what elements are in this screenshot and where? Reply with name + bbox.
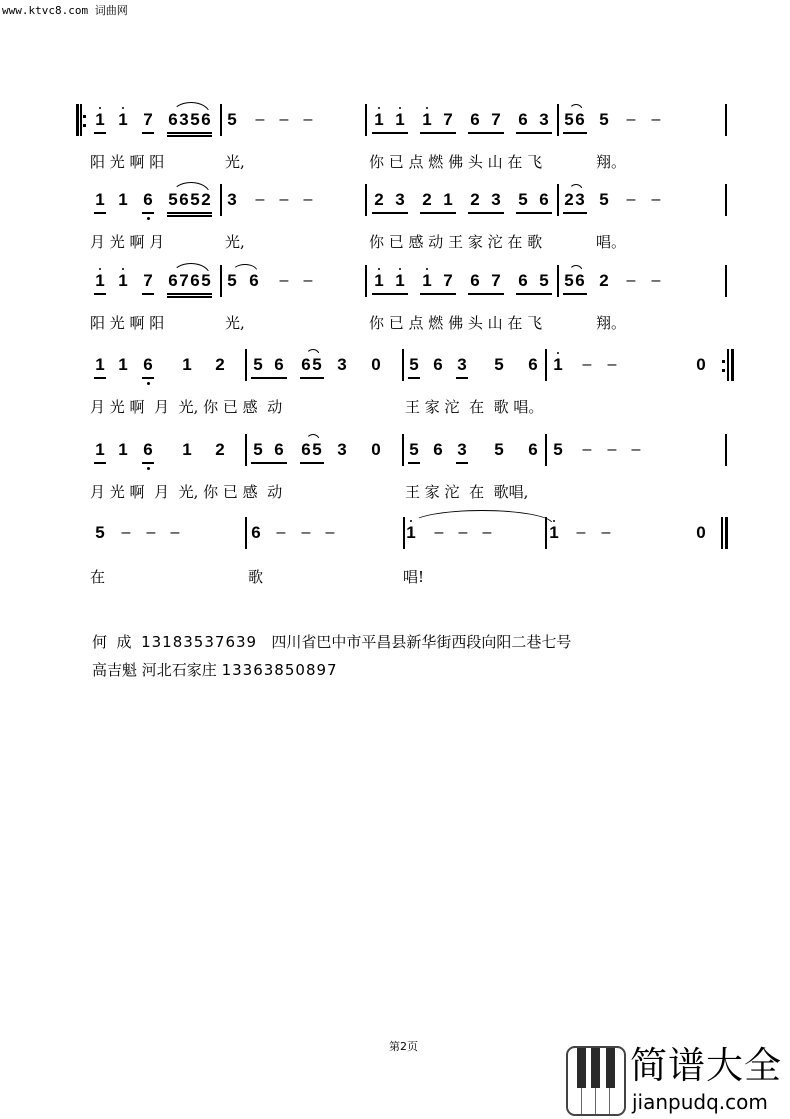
underline [167,296,212,298]
note: 5 [227,110,237,129]
note: 6 [201,110,211,129]
note: 2 [215,440,225,459]
dash: – [276,524,286,541]
note: 3 [179,110,189,129]
barline [365,184,367,216]
dash: – [607,356,617,373]
note: 1 [553,355,563,374]
lyric: 你 已 点 燃 佛 头 山 在 飞 [369,153,543,171]
lyrics-row [0,567,790,589]
note: 5 [599,110,609,129]
note: 7 [491,271,501,290]
site-url: www.ktvc8.com [2,4,89,17]
lyric: 阳 光 啊 阳 [90,153,165,171]
note: 2 [470,190,480,209]
dash: – [601,524,611,541]
composer-phone: 13363850897 [221,661,338,679]
note: 1 [406,523,416,542]
barline [557,184,559,216]
underline [516,212,552,214]
note: 2 [422,190,432,209]
note: 6 [470,110,480,129]
note: 5 [253,355,263,374]
barline [245,434,247,466]
note: 7 [143,271,153,290]
note: 1 [118,440,128,459]
note: 1 [95,190,105,209]
barline [365,265,367,297]
dash: – [279,111,289,128]
barline [365,104,367,136]
dash: – [303,111,313,128]
lyric: 唱! [403,568,425,586]
barline [727,349,729,381]
underline [420,212,456,214]
lyrics-row [0,397,790,419]
underline [251,462,287,464]
slur [569,104,583,111]
lyrics-row [0,482,790,504]
lyric: 月 光 啊 月 光, 你 已 感 动 [90,483,283,501]
underline [167,293,212,295]
barline [220,104,222,136]
dash: – [434,524,444,541]
lyric: 王 家 沱 在 歌 唱。 [405,398,544,416]
note: 5 [312,440,322,459]
underline [94,462,106,464]
note: 7 [443,271,453,290]
dash: – [303,191,313,208]
note: 5 [518,190,528,209]
lyric: 月 光 啊 月 [90,233,165,251]
note: 6 [528,355,538,374]
note: 1 [118,190,128,209]
score-system-1 [0,102,790,182]
note: 3 [457,355,467,374]
note: 5 [539,271,549,290]
lyric: 光, [225,153,245,171]
dash: – [631,441,641,458]
site-logo [566,1046,788,1116]
note: 6 [575,271,585,290]
lyric: 翔。 [596,314,627,332]
logo-title: 简谱大全 [630,1044,782,1087]
dash: – [651,272,661,289]
dash: – [582,356,592,373]
note: 6 [249,271,259,290]
note: 0 [371,355,381,374]
composer-name: 高吉魁 [92,661,138,679]
underline [456,462,468,464]
note: 6 [518,110,528,129]
score-system-6 [0,515,790,595]
underline [468,212,504,214]
note: 6 [143,440,153,459]
note: 1 [422,271,432,290]
note: 3 [395,190,405,209]
note: 7 [491,110,501,129]
author-address: 四川省巴中市平昌县新华街西段向阳二巷七号 [271,633,572,651]
note: 1 [118,110,128,129]
score-system-2 [0,182,790,262]
notes-row [0,347,790,387]
note: 0 [696,355,706,374]
underline [372,293,408,295]
note: 5 [494,355,504,374]
note: 5 [409,355,419,374]
logo-url: jianpudq.com [632,1090,768,1114]
underline [408,462,420,464]
underline [167,212,212,214]
dash: – [651,111,661,128]
note: 5 [190,110,200,129]
underline [142,377,154,379]
lyric: 光, [225,233,245,251]
note: 5 [553,440,563,459]
score-system-4 [0,347,790,427]
note: 6 [539,190,549,209]
slur [306,349,320,356]
lyric: 唱。 [596,233,627,251]
dash: – [458,524,468,541]
note: 5 [253,440,263,459]
note: 7 [143,110,153,129]
lyric: 阳 光 啊 阳 [90,314,165,332]
dash: – [582,441,592,458]
note: 1 [182,355,192,374]
notes-row [0,182,790,222]
note: 5 [409,440,419,459]
underline [142,212,154,214]
credit-line-1 [92,628,571,656]
note: 6 [301,355,311,374]
barline [545,517,547,549]
lyric: 歌 [248,568,264,586]
note: 6 [433,355,443,374]
note: 5 [201,271,211,290]
barline [402,349,404,381]
note: 7 [179,271,189,290]
underline [563,132,587,134]
barline [402,434,404,466]
note: 6 [433,440,443,459]
dash: – [303,272,313,289]
dash: – [651,191,661,208]
dash: – [626,191,636,208]
score-system-3 [0,263,790,343]
note: 3 [457,440,467,459]
note: 1 [182,440,192,459]
lyric: 你 已 感 动 王 家 沱 在 歌 [369,233,543,251]
note: 6 [528,440,538,459]
lyrics-row [0,152,790,174]
dash: – [626,272,636,289]
barline [220,265,222,297]
note: 6 [274,355,284,374]
underline [372,212,408,214]
repeat-start-barline [76,104,79,136]
underline [167,215,212,217]
note: 1 [549,523,559,542]
note: 1 [395,271,405,290]
note: 7 [443,110,453,129]
note: 6 [179,190,189,209]
note: 5 [494,440,504,459]
note: 3 [337,440,347,459]
note: 1 [374,271,384,290]
note: 3 [337,355,347,374]
note: 2 [599,271,609,290]
dash: – [279,191,289,208]
underline [94,132,106,134]
dash: – [121,524,131,541]
underline [408,377,420,379]
underline [142,293,154,295]
note: 5 [312,355,322,374]
underline [516,132,552,134]
barline [545,434,547,466]
dash: – [255,111,265,128]
barline [725,184,727,216]
barline [721,517,723,549]
site-name: 词曲网 [94,4,128,17]
author-phone: 13183537639 [141,633,258,651]
credits [92,628,571,684]
barline [725,265,727,297]
underline [468,132,504,134]
repeat-dots [83,112,86,130]
note: 3 [491,190,501,209]
note: 1 [95,271,105,290]
dash: – [576,524,586,541]
dash: – [279,272,289,289]
underline [300,462,324,464]
note: 6 [168,110,178,129]
note: 1 [95,355,105,374]
dash: – [146,524,156,541]
note: 6 [274,440,284,459]
note: 1 [422,110,432,129]
lyric: 光, [225,314,245,332]
dash: – [482,524,492,541]
note: 2 [374,190,384,209]
slur [569,265,583,272]
note: 5 [227,271,237,290]
note: 1 [95,440,105,459]
note: 3 [575,190,585,209]
note: 0 [696,523,706,542]
note: 2 [215,355,225,374]
dash: – [607,441,617,458]
slur [172,102,210,114]
note: 6 [518,271,528,290]
barline [725,104,727,136]
underline [94,377,106,379]
slur [172,182,210,194]
slur [172,263,210,275]
note: 1 [443,190,453,209]
final-barline [725,517,728,549]
note: 3 [539,110,549,129]
note: 3 [227,190,237,209]
note: 1 [95,110,105,129]
barline [725,434,727,466]
repeat-end-barline [731,349,734,381]
note: 6 [470,271,480,290]
composer-location: 河北石家庄 [141,661,217,679]
note: 5 [599,190,609,209]
note: 0 [371,440,381,459]
note: 5 [564,110,574,129]
lyrics-row [0,313,790,335]
note: 6 [143,190,153,209]
tie [411,510,553,524]
barline [557,104,559,136]
site-watermark [2,2,128,18]
underline [468,293,504,295]
barline [545,349,547,381]
barline [245,349,247,381]
note: 2 [564,190,574,209]
underline [563,212,587,214]
barline [557,265,559,297]
dash: – [325,524,335,541]
dash: – [170,524,180,541]
notes-row [0,102,790,142]
note: 6 [143,355,153,374]
dash: – [301,524,311,541]
barline [245,517,247,549]
underline [167,132,212,134]
underline [251,377,287,379]
underline [94,212,106,214]
note: 1 [374,110,384,129]
underline [420,293,456,295]
notes-row [0,263,790,303]
repeat-dots [722,357,725,375]
barline [220,184,222,216]
dash: – [626,111,636,128]
dash: – [255,191,265,208]
underline [94,293,106,295]
barline [80,104,82,136]
underline [167,135,212,137]
lyric: 月 光 啊 月 光, 你 已 感 动 [90,398,283,416]
note: 1 [118,271,128,290]
note: 5 [190,190,200,209]
note: 6 [301,440,311,459]
credit-line-2 [92,656,571,684]
underline [372,132,408,134]
slur [569,184,583,191]
underline [142,462,154,464]
notes-row [0,432,790,472]
note: 5 [168,190,178,209]
note: 1 [118,355,128,374]
note: 6 [168,271,178,290]
underline [516,293,552,295]
underline [563,293,587,295]
underline [300,377,324,379]
page-number: 第2页 [389,1040,418,1053]
note: 5 [95,523,105,542]
author-name: 何 成 [92,633,132,651]
lyric: 王 家 沱 在 歌唱, [405,483,529,501]
underline [456,377,468,379]
note: 5 [564,271,574,290]
note: 6 [575,110,585,129]
note: 1 [395,110,405,129]
slur [306,434,320,441]
underline [142,132,154,134]
lyric: 在 [90,568,106,586]
lyrics-row [0,232,790,254]
note: 6 [190,271,200,290]
slur [232,264,258,272]
note: 2 [201,190,211,209]
notes-row [0,515,790,555]
piano-icon [566,1046,626,1116]
underline [420,132,456,134]
lyric: 翔。 [596,153,627,171]
note: 6 [251,523,261,542]
score-system-5 [0,432,790,512]
lyric: 你 已 点 燃 佛 头 山 在 飞 [369,314,543,332]
